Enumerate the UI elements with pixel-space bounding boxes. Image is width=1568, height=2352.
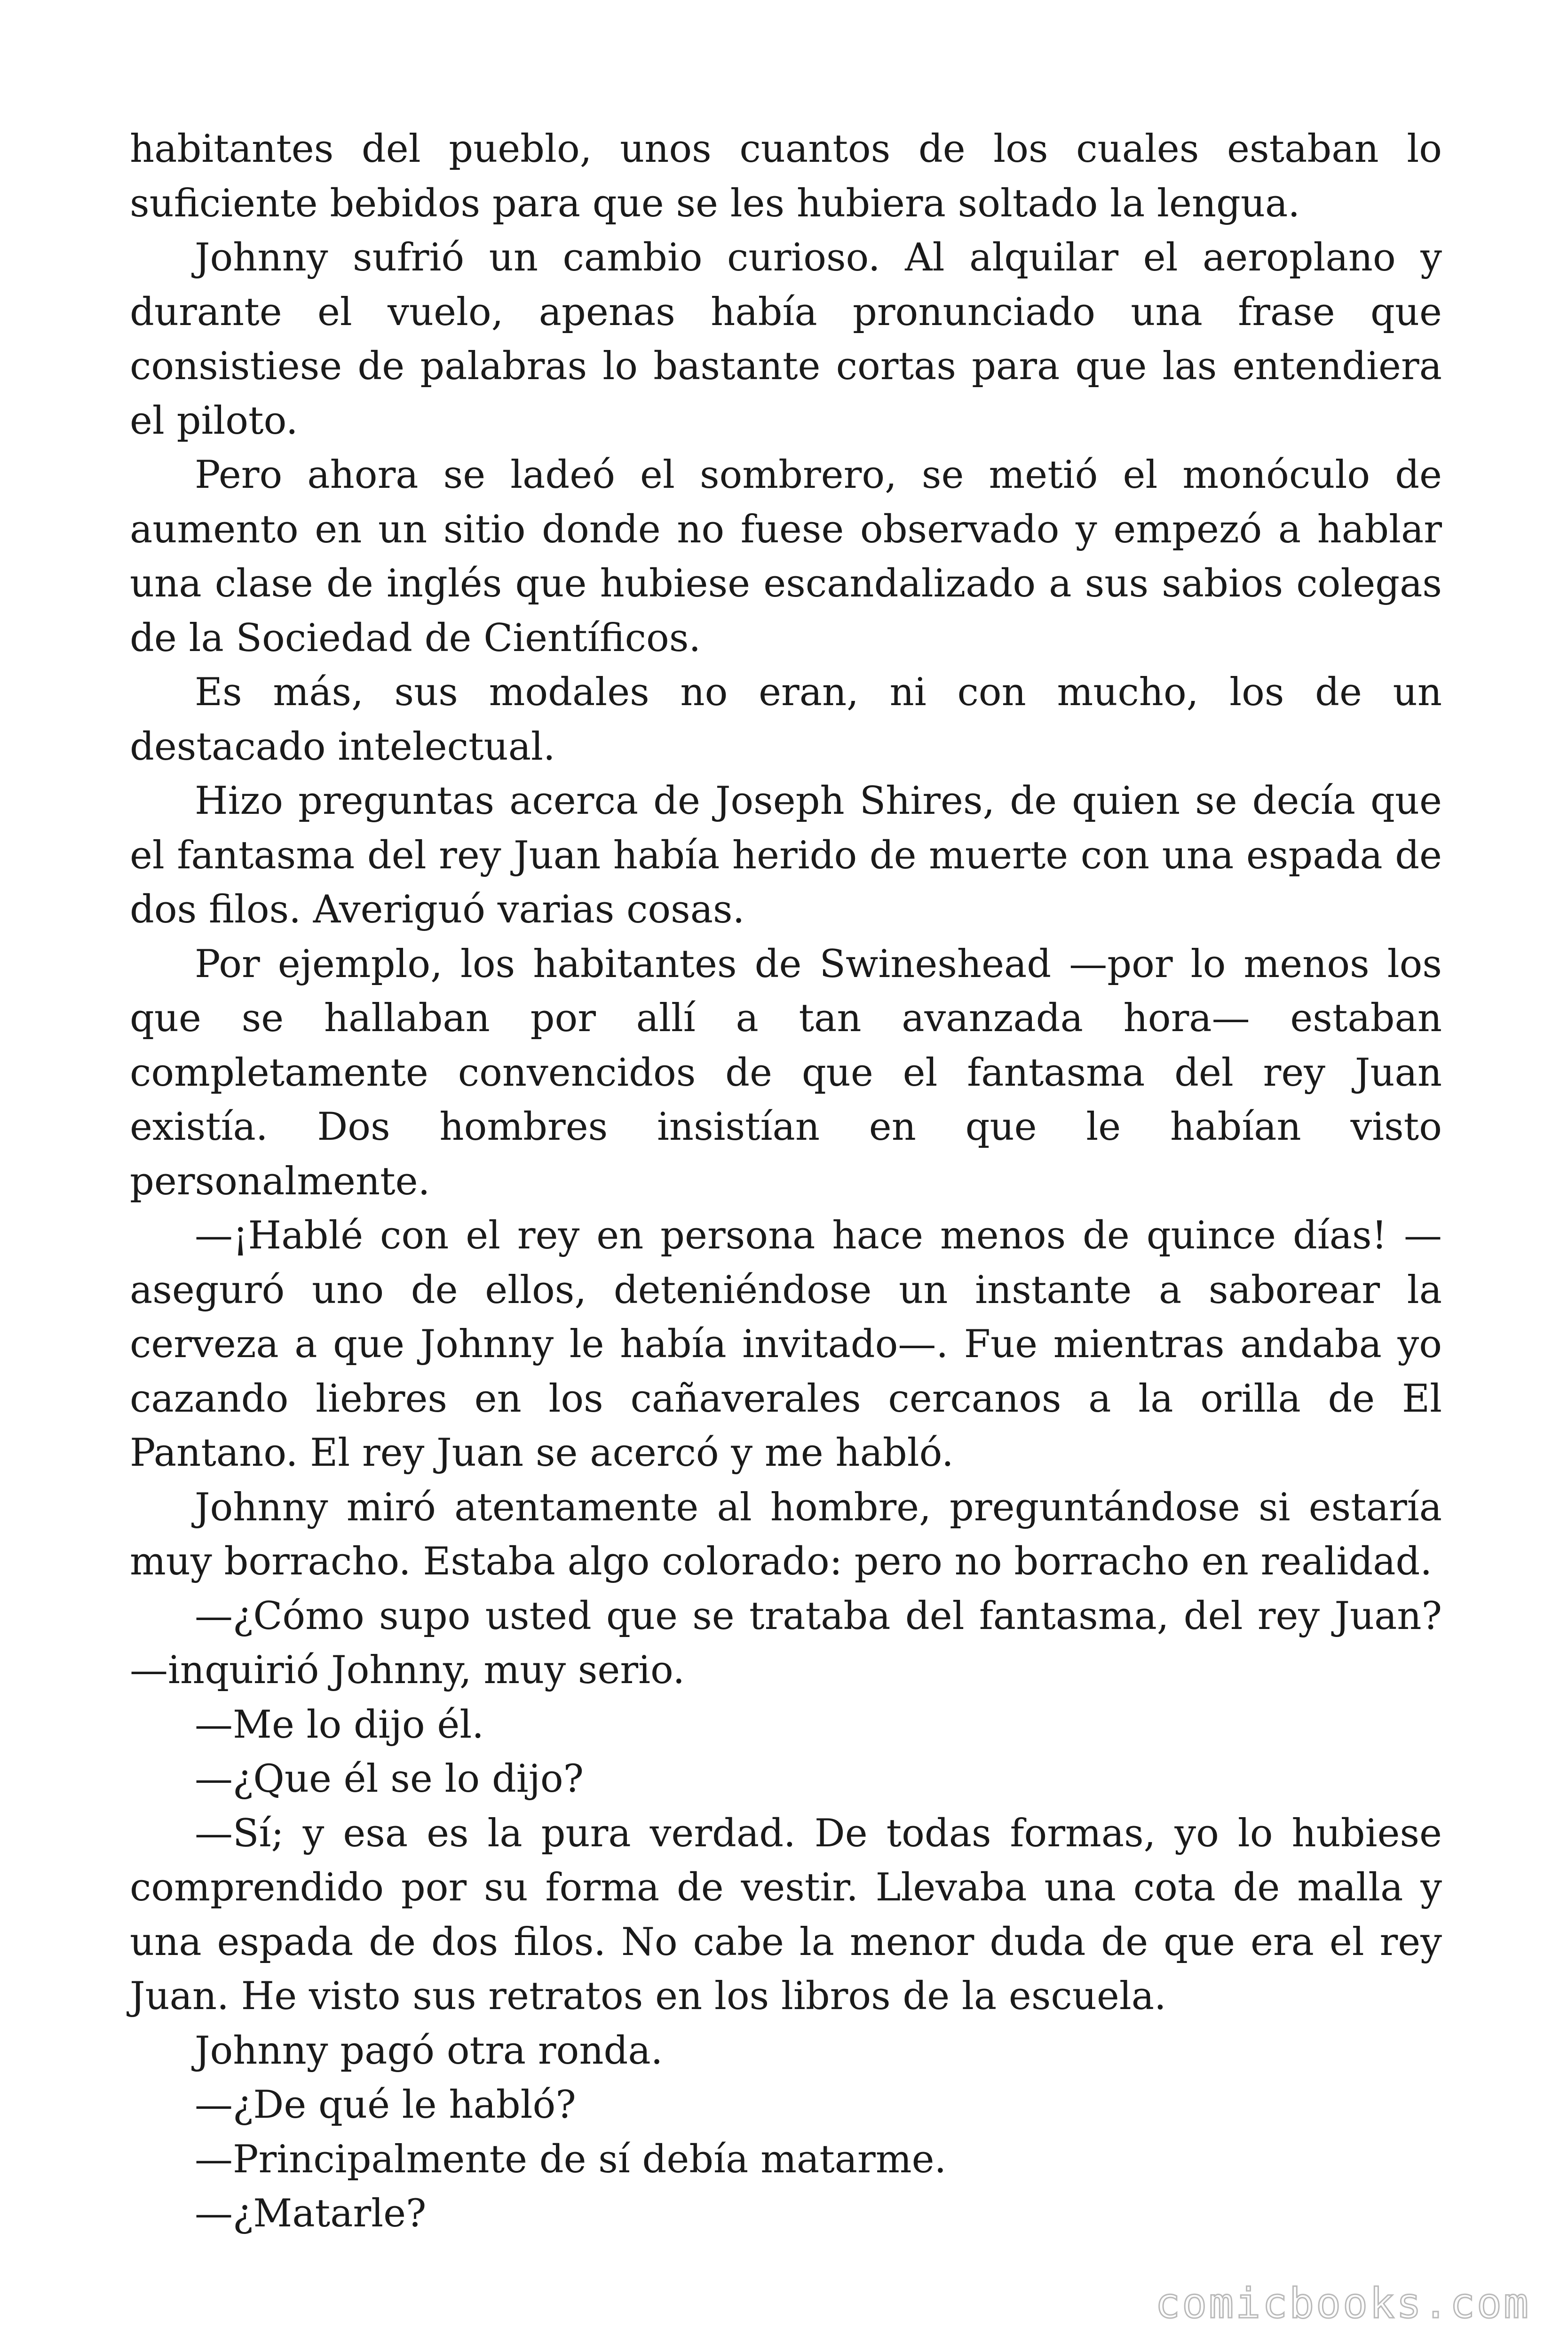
paragraph-15: —Principalmente de sí debía matarme. <box>195 2137 947 2182</box>
paragraph-8: Johnny miró atentamente al hombre, preguntándose si estaría muy borracho. Estaba algo colorado: pero no borracho en realidad. <box>130 1485 1442 1584</box>
paragraph-10: —Me lo dijo él. <box>195 1702 484 1747</box>
paragraph-7: —¡Hablé con el rey en persona hace menos de quince días! —aseguró uno de ellos, deteniéndose un instante a saborear la cerveza a que Johnny le había invitado—. Fue mientras andaba yo cazando liebres en los cañaverales cercanos a la orilla de El Pantano. El rey Juan se acercó y me habló. <box>130 1214 1442 1475</box>
paragraph-13: Johnny pagó otra ronda. <box>195 2028 663 2073</box>
paragraph-2: Johnny sufrió un cambio curioso. Al alquilar el aeroplano y durante el vuelo, apenas había pronunciado una frase que consistiese de palabras lo bastante cortas para que las entendiera el piloto. <box>130 236 1442 443</box>
paragraph-11: —¿Que él se lo dijo? <box>195 1757 584 1801</box>
paragraph-5: Hizo preguntas acerca de Joseph Shires, de quien se decía que el fantasma del rey Juan había herido de muerte con una espada de dos filos. Averiguó varias cosas. <box>130 779 1442 932</box>
paragraph-1: habitantes del pueblo, unos cuantos de los cuales estaban lo suficiente bebidos para que se les hubiera soltado la lengua. <box>130 127 1442 226</box>
paragraph-16: —¿Matarle? <box>195 2192 427 2236</box>
paragraph-4: Es más, sus modales no eran, ni con mucho, los de un destacado intelectual. <box>130 670 1442 769</box>
page-body-text <box>130 122 1442 2241</box>
paragraph-6: Por ejemplo, los habitantes de Swineshead —por lo menos los que se hallaban por allí a tan avanzada hora— estaban completamente convencidos de que el fantasma del rey Juan existía. Dos hombres insistían en que le habían visto personalmente. <box>130 942 1442 1204</box>
paragraph-3: Pero ahora se ladeó el sombrero, se metió el monóculo de aumento en un sitio donde no fuese observado y empezó a hablar una clase de inglés que hubiese escandalizado a sus sabios colegas de la Sociedad de Científicos. <box>130 453 1442 660</box>
paragraph-12: —Sí; y esa es la pura verdad. De todas formas, yo lo hubiese comprendido por su forma de vestir. Llevaba una cota de malla y una espada de dos filos. No cabe la menor duda de que era el rey Juan. He visto sus retratos en los libros de la escuela. <box>130 1811 1442 2018</box>
watermark: comicbooks.com <box>1155 2279 1530 2328</box>
paragraph-9: —¿Cómo supo usted que se trataba del fantasma, del rey Juan? —inquirió Johnny, muy serio. <box>130 1594 1442 1692</box>
paragraph-14: —¿De qué le habló? <box>195 2083 576 2127</box>
